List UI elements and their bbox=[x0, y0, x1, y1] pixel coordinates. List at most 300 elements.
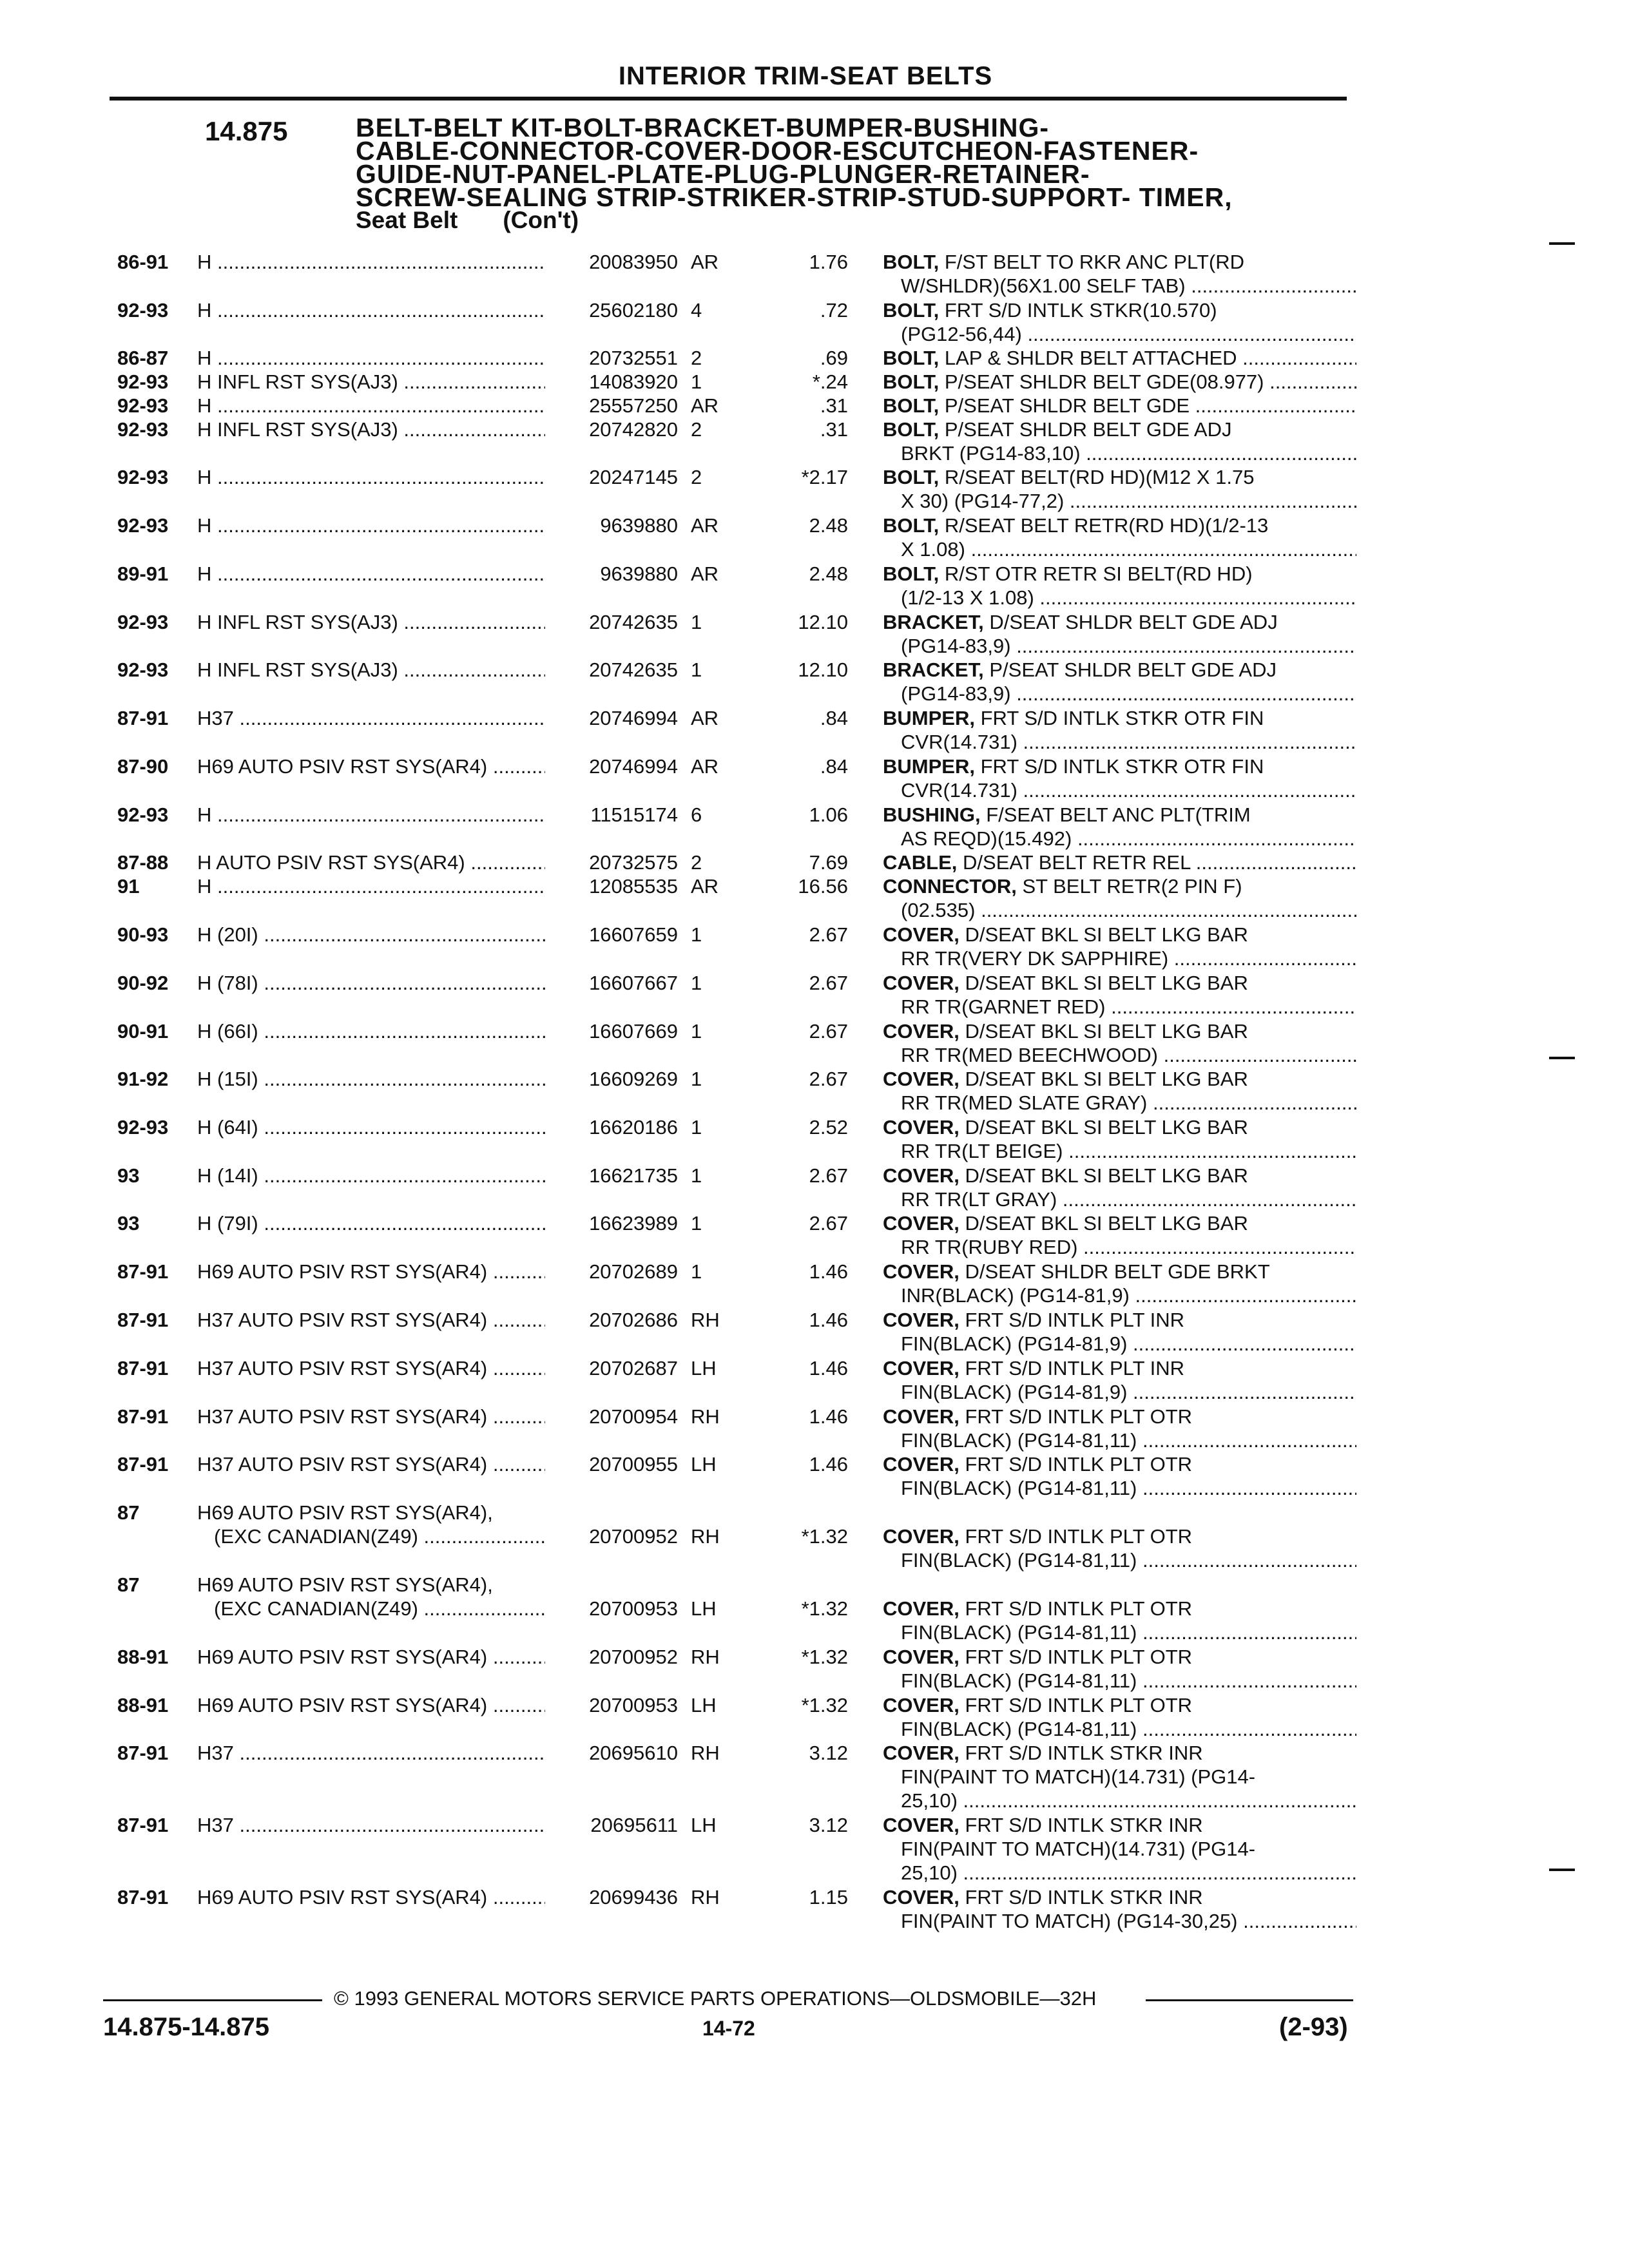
entry-part-number: 20746994 bbox=[589, 707, 678, 729]
entry-description bbox=[883, 1019, 1356, 1067]
entry-description-line: RR TR(LT GRAY) ..... bbox=[883, 1187, 1356, 1211]
entry-years: 87-90 bbox=[117, 755, 169, 778]
entry-description-line: (PG14-83,9) ..... bbox=[883, 634, 1356, 658]
entry-part-name: BOLT, bbox=[883, 299, 940, 322]
entry-application-cont: (EXC CANADIAN(Z49) ..... bbox=[214, 1524, 545, 1548]
entry-quantity: LH bbox=[691, 1694, 717, 1716]
entry-quantity: 1 bbox=[691, 923, 702, 946]
entry-quantity: 6 bbox=[691, 803, 702, 826]
entry-price: 3.12 bbox=[809, 1814, 848, 1836]
entry-description-line: FIN(BLACK) (PG14-81,11) ..... bbox=[883, 1476, 1356, 1500]
entry-part-number: 16621735 bbox=[589, 1164, 678, 1187]
entry-description bbox=[883, 1885, 1356, 1933]
entry-description bbox=[883, 874, 1356, 922]
entry-description-line bbox=[883, 1356, 1356, 1380]
entry-application: H (15I) ..... bbox=[197, 1067, 545, 1091]
entry-part-name: CONNECTOR, bbox=[883, 875, 1017, 898]
group-title-line: BELT-BELT KIT-BOLT-BRACKET-BUMPER-BUSHING- bbox=[356, 113, 1050, 142]
entry-part-number: 16620186 bbox=[589, 1116, 678, 1139]
entry-description bbox=[883, 418, 1356, 465]
entry-part-name: COVER, bbox=[883, 1020, 959, 1043]
entry-quantity: 1 bbox=[691, 1068, 702, 1090]
entry-part-number: 20732551 bbox=[589, 347, 678, 369]
entry-price: *1.32 bbox=[801, 1525, 848, 1548]
entry-quantity: 2 bbox=[691, 466, 702, 488]
entry-price: 12.10 bbox=[798, 658, 848, 681]
entry-description-line bbox=[883, 1645, 1356, 1669]
entry-application: H ..... bbox=[197, 346, 545, 370]
entry-description-line: RR TR(MED SLATE GRAY) ..... bbox=[883, 1091, 1356, 1115]
entry-price: 2.67 bbox=[809, 1068, 848, 1090]
entry-description-line bbox=[883, 803, 1356, 827]
entry-part-name: BOLT, bbox=[883, 514, 940, 537]
entry-part-name: COVER, bbox=[883, 1742, 959, 1764]
entry-part-name: BOLT, bbox=[883, 562, 940, 585]
entry-years: 92-93 bbox=[117, 803, 169, 826]
entry-part-name: BUMPER, bbox=[883, 755, 975, 778]
entry-quantity: AR bbox=[691, 514, 719, 537]
entry-years: 87-91 bbox=[117, 1405, 169, 1428]
entry-description-line: RR TR(RUBY RED) ..... bbox=[883, 1235, 1356, 1259]
entry-description-line bbox=[883, 1164, 1356, 1187]
entry-part-number: 16623989 bbox=[589, 1212, 678, 1235]
entry-description-text: F/ST BELT TO RKR ANC PLT(RD bbox=[944, 251, 1244, 273]
entry-application: H INFL RST SYS(AJ3) ..... bbox=[197, 418, 545, 441]
entry-description-text: R/ST OTR RETR SI BELT(RD HD) bbox=[944, 562, 1253, 585]
entry-part-name: COVER, bbox=[883, 923, 959, 946]
entry-quantity: 1 bbox=[691, 1164, 702, 1187]
entry-quantity: 2 bbox=[691, 851, 702, 874]
entry-description-text: D/SEAT BKL SI BELT LKG BAR bbox=[965, 923, 1248, 946]
entry-description-line bbox=[883, 1067, 1356, 1091]
entry-part-name: COVER, bbox=[883, 1164, 959, 1187]
entry-quantity: LH bbox=[691, 1597, 717, 1620]
entry-description-line bbox=[883, 394, 1356, 418]
entry-application: H (20I) ..... bbox=[197, 923, 545, 947]
entry-quantity: 1 bbox=[691, 370, 702, 393]
entry-description-line: FIN(BLACK) (PG14-81,11) ..... bbox=[883, 1717, 1356, 1741]
entry-description-line bbox=[883, 1813, 1356, 1837]
entry-application: H37 ..... bbox=[197, 1741, 545, 1765]
entry-description-line: RR TR(GARNET RED) ..... bbox=[883, 995, 1356, 1019]
entry-application-cont: (EXC CANADIAN(Z49) ..... bbox=[214, 1597, 545, 1620]
entry-years: 93 bbox=[117, 1212, 140, 1235]
entry-years: 87 bbox=[117, 1573, 140, 1596]
entry-part-number: 20083950 bbox=[589, 251, 678, 273]
entry-part-number: 16607659 bbox=[589, 923, 678, 946]
entry-description-text: D/SEAT BELT RETR REL bbox=[963, 851, 1191, 874]
footer-rule-left bbox=[103, 1999, 322, 2001]
entry-quantity: 1 bbox=[691, 1116, 702, 1139]
entry-price: 2.67 bbox=[809, 972, 848, 994]
entry-part-name: COVER, bbox=[883, 1260, 959, 1283]
entry-years: 87-91 bbox=[117, 1357, 169, 1379]
entry-part-name: BOLT, bbox=[883, 394, 940, 417]
entry-description-text: FRT S/D INTLK PLT INR bbox=[965, 1309, 1184, 1331]
entry-description-text: FRT S/D INTLK PLT OTR bbox=[965, 1597, 1193, 1620]
entry-description-line bbox=[883, 418, 1356, 441]
entry-description-line bbox=[883, 1260, 1356, 1283]
entry-description bbox=[883, 1645, 1356, 1693]
entry-description-line: FIN(PAINT TO MATCH) (PG14-30,25) ..... bbox=[883, 1909, 1356, 1933]
entry-price: *1.32 bbox=[801, 1597, 848, 1620]
entry-part-number: 14083920 bbox=[589, 370, 678, 393]
entry-quantity: 1 bbox=[691, 1020, 702, 1043]
entry-application: H (14I) ..... bbox=[197, 1164, 545, 1187]
entry-years: 91-92 bbox=[117, 1068, 169, 1090]
entry-part-name: BUMPER, bbox=[883, 707, 975, 729]
entry-description bbox=[883, 1211, 1356, 1259]
entry-years: 88-91 bbox=[117, 1694, 169, 1716]
entry-part-name: COVER, bbox=[883, 1694, 959, 1716]
footer-page-number: 14-72 bbox=[702, 2017, 755, 2040]
entry-part-number: 20695610 bbox=[589, 1742, 678, 1764]
entry-price: 1.06 bbox=[809, 803, 848, 826]
entry-part-number: 16607669 bbox=[589, 1020, 678, 1043]
entry-years: 87-91 bbox=[117, 1742, 169, 1764]
entry-part-name: BUSHING, bbox=[883, 803, 981, 826]
entry-description bbox=[883, 562, 1356, 610]
entry-years: 87-91 bbox=[117, 1260, 169, 1283]
entry-description bbox=[883, 370, 1356, 394]
entry-description bbox=[883, 1115, 1356, 1163]
entry-part-number: 20702686 bbox=[589, 1309, 678, 1331]
footer-copyright: © 1993 GENERAL MOTORS SERVICE PARTS OPERATIONS—OLDSMOBILE—32H bbox=[334, 1987, 1097, 2010]
entry-years: 91 bbox=[117, 875, 140, 898]
entry-price: 2.48 bbox=[809, 562, 848, 585]
entry-quantity: 4 bbox=[691, 299, 702, 322]
group-number: 14.875 bbox=[205, 116, 288, 146]
entry-part-number: 9639880 bbox=[600, 562, 678, 585]
entry-years: 86-87 bbox=[117, 347, 169, 369]
entry-description-line bbox=[883, 754, 1356, 778]
entry-part-name: COVER, bbox=[883, 1116, 959, 1139]
entry-description-line bbox=[883, 346, 1356, 370]
entry-part-name: COVER, bbox=[883, 1814, 959, 1836]
entry-part-name: BOLT, bbox=[883, 466, 940, 488]
margin-mark bbox=[1549, 1057, 1575, 1059]
entry-description-line bbox=[883, 1452, 1356, 1476]
entry-years: 87-88 bbox=[117, 851, 169, 874]
entry-quantity: LH bbox=[691, 1357, 717, 1379]
entry-part-number: 11515174 bbox=[590, 803, 678, 826]
entry-description-line: FIN(BLACK) (PG14-81,11) ..... bbox=[883, 1669, 1356, 1693]
entry-part-number: 16607667 bbox=[589, 972, 678, 994]
header-rule bbox=[110, 97, 1347, 101]
entry-description-line: RR TR(MED BEECHWOOD) ..... bbox=[883, 1043, 1356, 1067]
entry-description-line bbox=[883, 1885, 1356, 1909]
entry-part-number: 20700953 bbox=[589, 1597, 678, 1620]
entry-part-number: 20699436 bbox=[589, 1886, 678, 1908]
entry-years: 87-91 bbox=[117, 1886, 169, 1908]
entry-description-line: X 1.08) ..... bbox=[883, 537, 1356, 561]
entry-part-name: COVER, bbox=[883, 1886, 959, 1908]
entry-part-name: COVER, bbox=[883, 1212, 959, 1235]
entry-years: 92-93 bbox=[117, 1116, 169, 1139]
entry-years: 87-91 bbox=[117, 1814, 169, 1836]
entry-part-number: 25602180 bbox=[589, 299, 678, 322]
entry-years: 86-91 bbox=[117, 251, 169, 273]
entry-description-line: (PG12-56,44) ..... bbox=[883, 322, 1356, 346]
entry-description-text: P/SEAT SHLDR BELT GDE ADJ bbox=[989, 658, 1277, 681]
entry-description-text: P/SEAT SHLDR BELT GDE bbox=[944, 394, 1190, 417]
entry-years: 93 bbox=[117, 1164, 140, 1187]
entry-description-line: (1/2-13 X 1.08) ..... bbox=[883, 586, 1356, 610]
group-subtitle-text: Seat Belt bbox=[356, 207, 458, 233]
entry-price: *.24 bbox=[812, 370, 848, 393]
entry-description-text: FRT S/D INTLK STKR OTR FIN bbox=[980, 755, 1264, 778]
entry-years: 92-93 bbox=[117, 658, 169, 681]
entry-description bbox=[883, 250, 1356, 298]
entry-description-text: D/SEAT BKL SI BELT LKG BAR bbox=[965, 1164, 1248, 1187]
entry-description bbox=[883, 803, 1356, 850]
entry-quantity: RH bbox=[691, 1309, 720, 1331]
entry-description-line: FIN(PAINT TO MATCH)(14.731) (PG14- bbox=[901, 1765, 1256, 1788]
entry-application: H37 ..... bbox=[197, 706, 545, 730]
entry-part-number: 20742820 bbox=[589, 418, 678, 441]
entry-price: 7.69 bbox=[809, 851, 848, 874]
entry-application: H37 ..... bbox=[197, 1813, 545, 1837]
entry-part-name: COVER, bbox=[883, 1068, 959, 1090]
entry-description bbox=[883, 1308, 1356, 1356]
entry-description-line bbox=[883, 1308, 1356, 1332]
entry-years: 88-91 bbox=[117, 1646, 169, 1668]
entry-description-text: R/SEAT BELT RETR(RD HD)(1/2-13 bbox=[944, 514, 1269, 537]
entry-application: H37 AUTO PSIV RST SYS(AR4) ..... bbox=[197, 1356, 545, 1380]
entry-quantity: RH bbox=[691, 1646, 720, 1668]
entry-description-line bbox=[883, 1741, 1356, 1765]
entry-description-text: FRT S/D INTLK PLT OTR bbox=[965, 1525, 1193, 1548]
entry-price: 1.46 bbox=[809, 1453, 848, 1475]
entry-years: 92-93 bbox=[117, 514, 169, 537]
entry-price: 2.67 bbox=[809, 1020, 848, 1043]
entry-description-text: FRT S/D INTLK PLT INR bbox=[965, 1357, 1184, 1379]
entry-part-name: COVER, bbox=[883, 1525, 959, 1548]
entry-description-line: FIN(BLACK) (PG14-81,9) ..... bbox=[883, 1380, 1356, 1404]
group-subtitle-note: (Con't) bbox=[503, 207, 579, 233]
entry-part-name: BRACKET, bbox=[883, 658, 984, 681]
entry-description bbox=[883, 1524, 1356, 1572]
entry-description-text: D/SEAT BKL SI BELT LKG BAR bbox=[965, 1020, 1248, 1043]
entry-description-line bbox=[883, 1019, 1356, 1043]
entry-years: 87-91 bbox=[117, 1453, 169, 1475]
entry-years: 90-93 bbox=[117, 923, 169, 946]
entry-description bbox=[883, 1741, 1356, 1812]
entry-quantity: 2 bbox=[691, 347, 702, 369]
entry-description-text: D/SEAT BKL SI BELT LKG BAR bbox=[965, 972, 1248, 994]
entry-part-number: 20700954 bbox=[589, 1405, 678, 1428]
entry-part-name: BOLT, bbox=[883, 418, 940, 441]
entry-description bbox=[883, 658, 1356, 706]
entry-description-text: FRT S/D INTLK PLT OTR bbox=[965, 1646, 1193, 1668]
entry-description-text: R/SEAT BELT(RD HD)(M12 X 1.75 bbox=[944, 466, 1255, 488]
entry-description bbox=[883, 394, 1356, 418]
entry-quantity: 1 bbox=[691, 658, 702, 681]
group-title-line: CABLE-CONNECTOR-COVER-DOOR-ESCUTCHEON-FASTENER- bbox=[356, 136, 1199, 166]
entry-description-line bbox=[883, 1597, 1356, 1620]
entry-years: 87-91 bbox=[117, 707, 169, 729]
entry-description-line bbox=[883, 850, 1356, 874]
entry-description-line bbox=[883, 1405, 1356, 1428]
group-title-line: SCREW-SEALING STRIP-STRIKER-STRIP-STUD-SUPPORT- TIMER, bbox=[356, 182, 1233, 212]
entry-description-line bbox=[883, 1693, 1356, 1717]
entry-years: 90-91 bbox=[117, 1020, 169, 1043]
entry-part-name: BOLT, bbox=[883, 251, 940, 273]
entry-years: 90-92 bbox=[117, 972, 169, 994]
entry-part-number: 20742635 bbox=[589, 611, 678, 633]
entry-description-line: (PG14-83,9) ..... bbox=[883, 682, 1356, 706]
entry-application: H ..... bbox=[197, 465, 545, 489]
entry-application: H69 AUTO PSIV RST SYS(AR4) ..... bbox=[197, 1260, 545, 1283]
entry-part-number: 20732575 bbox=[589, 851, 678, 874]
entry-part-number: 20746994 bbox=[589, 755, 678, 778]
entry-description-text: D/SEAT BKL SI BELT LKG BAR bbox=[965, 1068, 1248, 1090]
entry-description-line: CVR(14.731) ..... bbox=[883, 778, 1356, 802]
entry-price: 2.67 bbox=[809, 1164, 848, 1187]
entry-years: 89-91 bbox=[117, 562, 169, 585]
entry-part-name: COVER, bbox=[883, 1357, 959, 1379]
entry-description-line bbox=[883, 250, 1356, 274]
entry-price: 2.52 bbox=[809, 1116, 848, 1139]
entry-part-name: COVER, bbox=[883, 1597, 959, 1620]
margin-mark bbox=[1549, 242, 1575, 245]
entry-application: H (66I) ..... bbox=[197, 1019, 545, 1043]
entry-description-text: FRT S/D INTLK STKR(10.570) bbox=[944, 299, 1217, 322]
entry-application: H ..... bbox=[197, 250, 545, 274]
entry-price: *1.32 bbox=[801, 1646, 848, 1668]
entry-part-number: 20700952 bbox=[589, 1646, 678, 1668]
entry-description-line bbox=[883, 658, 1356, 682]
footer-date: (2-93) bbox=[1279, 2013, 1348, 2041]
entry-description-text: ST BELT RETR(2 PIN F) bbox=[1022, 875, 1242, 898]
entry-quantity: AR bbox=[691, 251, 719, 273]
entry-price: .31 bbox=[820, 394, 848, 417]
entry-description bbox=[883, 706, 1356, 754]
entry-quantity: 1 bbox=[691, 972, 702, 994]
entry-quantity: LH bbox=[691, 1814, 717, 1836]
entry-quantity: 1 bbox=[691, 611, 702, 633]
entry-description-line bbox=[883, 514, 1356, 537]
entry-years: 87-91 bbox=[117, 1309, 169, 1331]
entry-years: 87 bbox=[117, 1501, 140, 1524]
entry-quantity: 2 bbox=[691, 418, 702, 441]
entry-part-number: 20742635 bbox=[589, 658, 678, 681]
entry-price: .84 bbox=[820, 755, 848, 778]
entry-part-number: 20247145 bbox=[589, 466, 678, 488]
entry-part-number: 25557250 bbox=[589, 394, 678, 417]
entry-application: H (79I) ..... bbox=[197, 1211, 545, 1235]
entry-price: *2.17 bbox=[801, 466, 848, 488]
entry-description-line: FIN(PAINT TO MATCH)(14.731) (PG14- bbox=[901, 1838, 1256, 1860]
entry-price: 3.12 bbox=[809, 1742, 848, 1764]
entry-description-line: (02.535) ..... bbox=[883, 898, 1356, 922]
entry-application: H ..... bbox=[197, 514, 545, 537]
entry-description-text: D/SEAT SHLDR BELT GDE BRKT bbox=[965, 1260, 1270, 1283]
entry-description-line: BRKT (PG14-83,10) ..... bbox=[883, 441, 1356, 465]
entry-price: 16.56 bbox=[798, 875, 848, 898]
entry-description-text: FRT S/D INTLK PLT OTR bbox=[965, 1694, 1193, 1716]
entry-application: H INFL RST SYS(AJ3) ..... bbox=[197, 370, 545, 394]
entry-part-name: BRACKET, bbox=[883, 611, 984, 633]
entry-quantity: AR bbox=[691, 707, 719, 729]
entry-quantity: RH bbox=[691, 1525, 720, 1548]
footer-group-range: 14.875-14.875 bbox=[103, 2013, 270, 2041]
entry-description-text: D/SEAT SHLDR BELT GDE ADJ bbox=[989, 611, 1278, 633]
entry-description-line bbox=[883, 923, 1356, 947]
entry-description-text: FRT S/D INTLK STKR INR bbox=[965, 1814, 1203, 1836]
entry-part-name: COVER, bbox=[883, 972, 959, 994]
entry-part-name: BOLT, bbox=[883, 370, 940, 393]
entry-part-number: 20702687 bbox=[589, 1357, 678, 1379]
entry-description-text: LAP & SHLDR BELT ATTACHED bbox=[944, 347, 1237, 369]
entry-price: 1.46 bbox=[809, 1405, 848, 1428]
entry-application: H69 AUTO PSIV RST SYS(AR4), bbox=[197, 1573, 493, 1596]
entry-application: H INFL RST SYS(AJ3) ..... bbox=[197, 658, 545, 682]
entry-description-line bbox=[883, 1115, 1356, 1139]
entry-quantity: RH bbox=[691, 1405, 720, 1428]
entry-part-number: 12085535 bbox=[589, 875, 678, 898]
entry-part-name: COVER, bbox=[883, 1453, 959, 1475]
entry-years: 92-93 bbox=[117, 370, 169, 393]
entry-price: 1.46 bbox=[809, 1357, 848, 1379]
entry-description-line: RR TR(VERY DK SAPPHIRE) ..... bbox=[883, 947, 1356, 970]
group-title-line: GUIDE-NUT-PANEL-PLATE-PLUG-PLUNGER-RETAINER- bbox=[356, 159, 1090, 189]
entry-description bbox=[883, 465, 1356, 513]
entry-description-line bbox=[883, 874, 1356, 898]
entry-application: H69 AUTO PSIV RST SYS(AR4) ..... bbox=[197, 754, 545, 778]
entry-application: H ..... bbox=[197, 394, 545, 418]
entry-years: 92-93 bbox=[117, 418, 169, 441]
entry-price: .84 bbox=[820, 707, 848, 729]
entry-part-number: 20702689 bbox=[589, 1260, 678, 1283]
entry-description-line bbox=[883, 370, 1356, 394]
group-subtitle bbox=[356, 209, 1322, 232]
entry-price: 2.67 bbox=[809, 923, 848, 946]
entry-description-line bbox=[883, 562, 1356, 586]
margin-mark bbox=[1549, 1869, 1575, 1871]
entry-description bbox=[883, 610, 1356, 658]
entry-description bbox=[883, 754, 1356, 802]
entry-description-line: 25,10) ..... bbox=[883, 1789, 1356, 1812]
entry-quantity: LH bbox=[691, 1453, 717, 1475]
entry-description-line: W/SHLDR)(56X1.00 SELF TAB) ..... bbox=[883, 274, 1356, 298]
entry-description bbox=[883, 514, 1356, 561]
entry-application: H37 AUTO PSIV RST SYS(AR4) ..... bbox=[197, 1405, 545, 1428]
entry-part-number: 20700955 bbox=[589, 1453, 678, 1475]
entry-description-line bbox=[883, 706, 1356, 730]
entry-part-name: COVER, bbox=[883, 1646, 959, 1668]
entry-application: H (64I) ..... bbox=[197, 1115, 545, 1139]
entry-application: H37 AUTO PSIV RST SYS(AR4) ..... bbox=[197, 1308, 545, 1332]
entry-description bbox=[883, 1452, 1356, 1500]
entry-description-text: F/SEAT BELT ANC PLT(TRIM bbox=[986, 803, 1251, 826]
entry-description bbox=[883, 1164, 1356, 1211]
entry-price: .69 bbox=[820, 347, 848, 369]
footer-rule-right bbox=[1146, 1999, 1353, 2001]
entry-part-number: 20695611 bbox=[590, 1814, 678, 1836]
entry-quantity: AR bbox=[691, 562, 719, 585]
entry-application: H ..... bbox=[197, 874, 545, 898]
entry-description bbox=[883, 1597, 1356, 1644]
entry-part-name: BOLT, bbox=[883, 347, 940, 369]
entry-years: 92-93 bbox=[117, 466, 169, 488]
entry-part-number: 20700953 bbox=[589, 1694, 678, 1716]
entry-quantity: 1 bbox=[691, 1260, 702, 1283]
entry-description bbox=[883, 850, 1356, 874]
entry-description-line: 25,10) ..... bbox=[883, 1861, 1356, 1885]
entry-part-name: COVER, bbox=[883, 1309, 959, 1331]
entry-quantity: AR bbox=[691, 394, 719, 417]
